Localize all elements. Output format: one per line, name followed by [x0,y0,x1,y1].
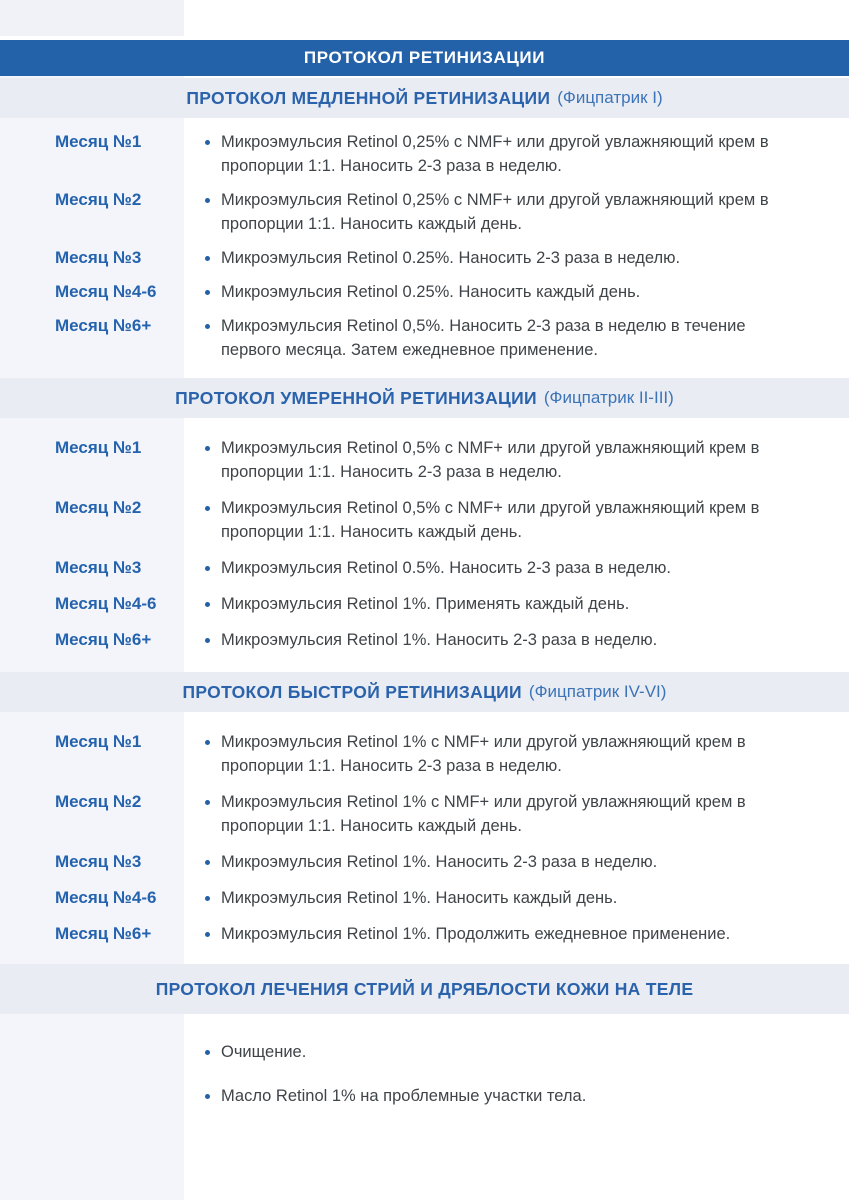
table-row [0,188,849,236]
month-label: Месяц №4-6 [55,594,157,613]
month-label: Месяц №1 [55,732,142,751]
row-text: Микроэмульсия Retinol 0.25%. Наносить 2-3 раза в неделю. [221,249,681,267]
section-title: ПРОТОКОЛ БЫСТРОЙ РЕТИНИЗАЦИИ [182,681,522,702]
month-label: Месяц №1 [55,132,142,151]
row-text: Микроэмульсия Retinol 1% с NMF+ или другой увлажняющий крем в пропорции 1:1. Наносить 2-3 раза в неделю. [221,733,746,775]
row-text: Микроэмульсия Retinol 0.5%. Наносить 2-3 раза в неделю. [221,559,671,577]
section-header-slow [0,78,849,118]
section-rows-slow [0,118,849,376]
table-row [0,628,849,652]
main-title-banner [0,40,849,76]
bullet-icon [205,800,210,805]
row-text: Очищение. [221,1043,307,1061]
section-header-fast [0,672,849,712]
month-label: Месяц №4-6 [55,888,157,907]
section-title: ПРОТОКОЛ МЕДЛЕННОЙ РЕТИНИЗАЦИИ [186,87,551,108]
bullet-icon [205,198,210,203]
row-text: Микроэмульсия Retinol 1%. Наносить каждый день. [221,889,618,907]
bullet-icon [205,506,210,511]
row-text: Микроэмульсия Retinol 0,5% с NMF+ или другой увлажняющий крем в пропорции 1:1. Наносить 2-3 раза в неделю. [221,439,760,481]
month-label: Месяц №2 [55,792,142,811]
main-title: ПРОТОКОЛ РЕТИНИЗАЦИИ [303,48,546,67]
table-row [0,280,849,304]
bullet-icon [205,446,210,451]
table-row [0,850,849,874]
month-label: Месяц №6+ [55,630,152,649]
row-text: Микроэмульсия Retinol 0.25%. Наносить каждый день. [221,283,641,301]
bullet-icon [205,1094,210,1099]
month-label: Месяц №1 [55,438,142,457]
table-row [0,1084,849,1108]
table-row [0,730,849,778]
row-text: Микроэмульсия Retinol 0,5% с NMF+ или другой увлажняющий крем в пропорции 1:1. Наносить каждый день. [221,499,760,541]
row-text: Микроэмульсия Retinol 0,5%. Наносить 2-3 раза в неделю в течение первого месяца. Затем ежедневное применение. [221,317,746,359]
row-text: Масло Retinol 1% на проблемные участки тела. [221,1087,587,1105]
section-header-moderate [0,378,849,418]
bullet-icon [205,638,210,643]
table-row [0,1040,849,1064]
section-title: ПРОТОКОЛ УМЕРЕННОЙ РЕТИНИЗАЦИИ [175,387,537,408]
month-label: Месяц №6+ [55,924,152,943]
month-label: Месяц №3 [55,248,142,267]
table-row [0,922,849,946]
table-row [0,130,849,178]
month-label: Месяц №3 [55,852,142,871]
row-text: Микроэмульсия Retinol 1%. Продолжить ежедневное применение. [221,925,731,943]
section-title: ПРОТОКОЛ ЛЕЧЕНИЯ СТРИЙ И ДРЯБЛОСТИ КОЖИ НА ТЕЛЕ [155,978,694,999]
row-text: Микроэмульсия Retinol 1%. Наносить 2-3 раза в неделю. [221,853,658,871]
section-rows-body-skin [0,1014,849,1126]
row-text: Микроэмульсия Retinol 0,25% с NMF+ или другой увлажняющий крем в пропорции 1:1. Наносить 2-3 раза в неделю. [221,133,769,175]
table-row [0,246,849,270]
table-row [0,314,849,362]
month-label: Месяц №6+ [55,316,152,335]
bullet-icon [205,290,210,295]
bullet-icon [205,740,210,745]
table-row [0,556,849,580]
bullet-icon [205,860,210,865]
bullet-icon [205,324,210,329]
table-row [0,790,849,838]
bullet-icon [205,566,210,571]
section-rows-fast [0,712,849,964]
section-subtitle: (Фицпатрик II-III) [543,388,674,407]
bullet-icon [205,140,210,145]
table-row [0,592,849,616]
bullet-icon [205,602,210,607]
bullet-icon [205,256,210,261]
month-label: Месяц №3 [55,558,142,577]
bullet-icon [205,896,210,901]
table-row [0,886,849,910]
section-header-body-skin [0,964,849,1014]
table-row [0,496,849,544]
section-subtitle: (Фицпатрик IV-VI) [528,682,667,701]
bullet-icon [205,932,210,937]
month-label: Месяц №2 [55,498,142,517]
table-row [0,436,849,484]
month-label: Месяц №2 [55,190,142,209]
row-text: Микроэмульсия Retinol 0,25% с NMF+ или другой увлажняющий крем в пропорции 1:1. Наносить каждый день. [221,191,769,233]
row-text: Микроэмульсия Retinol 1%. Наносить 2-3 раза в неделю. [221,631,658,649]
section-rows-moderate [0,418,849,670]
row-text: Микроэмульсия Retinol 1% с NMF+ или другой увлажняющий крем в пропорции 1:1. Наносить каждый день. [221,793,746,835]
row-text: Микроэмульсия Retinol 1%. Применять каждый день. [221,595,630,613]
month-label: Месяц №4-6 [55,282,157,301]
bullet-icon [205,1050,210,1055]
section-subtitle: (Фицпатрик I) [557,88,663,107]
